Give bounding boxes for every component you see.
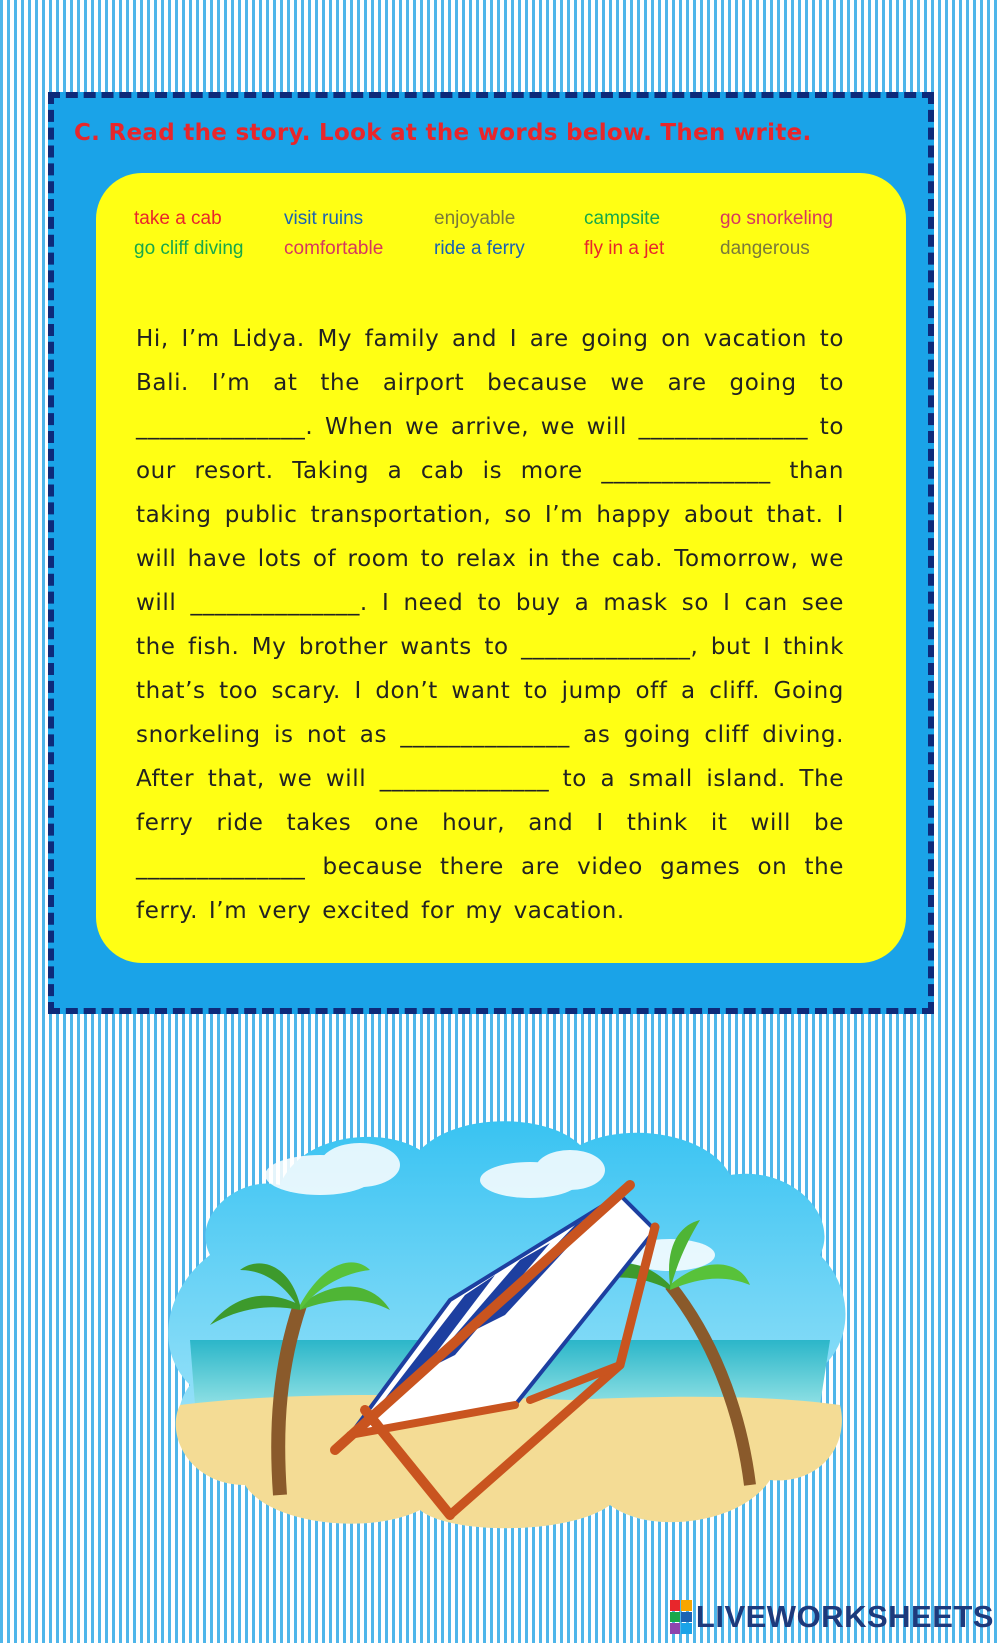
- story-segment: to our resort. Taking a cab is more: [136, 414, 845, 484]
- word-bank-item: ride a ferry: [434, 238, 525, 259]
- exercise-panel: [48, 92, 934, 1014]
- logo-grid-icon: [670, 1600, 692, 1634]
- answer-blank[interactable]: ______________: [638, 414, 809, 440]
- story-segment: as going cliff diving. After that, we will: [136, 722, 844, 792]
- liveworksheets-logo: [670, 1597, 994, 1637]
- word-bank-item: comfortable: [284, 238, 384, 259]
- answer-blank[interactable]: ______________: [379, 766, 550, 792]
- story-segment: because there are video games on the ferry. I’m very excited for my vacation.: [136, 854, 844, 924]
- word-bank-item: go cliff diving: [134, 238, 244, 259]
- story-segment: . When we arrive, we will: [305, 414, 639, 440]
- story-segment: . I need to buy a mask so I can see the fish. My brother wants to: [136, 590, 844, 660]
- logo-text: LIVEWORKSHEETS: [695, 1599, 994, 1634]
- story-card: [96, 173, 906, 963]
- word-bank-item: fly in a jet: [584, 238, 665, 259]
- story-segment: , but I think that’s too scary. I don’t want to jump off a cliff. Going snorkeling is not as: [136, 634, 844, 748]
- answer-blank[interactable]: ______________: [190, 590, 360, 616]
- word-bank-item: dangerous: [720, 238, 810, 259]
- word-bank-item: campsite: [584, 208, 661, 229]
- story-segment: to a small island. The ferry ride takes one hour, and I think it will be: [136, 766, 844, 836]
- answer-blank[interactable]: ______________: [601, 458, 771, 484]
- word-bank-item: visit ruins: [284, 208, 364, 229]
- story-segment: than taking public transportation, so I’m happy about that. I will have lots of room to relax in the cab. Tomorrow, we will: [136, 458, 844, 616]
- answer-blank[interactable]: ______________: [136, 414, 306, 440]
- word-bank: [134, 207, 874, 261]
- story-segment: Hi, I’m Lidya. My family and I are going on vacation to Bali. I’m at the airport because we are going to: [136, 326, 844, 396]
- word-bank-item: take a cab: [134, 208, 222, 229]
- answer-blank[interactable]: ______________: [400, 722, 570, 748]
- word-bank-item: enjoyable: [434, 208, 516, 229]
- beach-illustration: [150, 1105, 870, 1540]
- word-bank-item: go snorkeling: [720, 208, 834, 229]
- answer-blank[interactable]: ______________: [521, 634, 691, 660]
- story-text: [136, 317, 844, 933]
- answer-blank[interactable]: ______________: [136, 854, 306, 880]
- instruction-heading: C. Read the story. Look at the words below. Then write.: [74, 120, 812, 146]
